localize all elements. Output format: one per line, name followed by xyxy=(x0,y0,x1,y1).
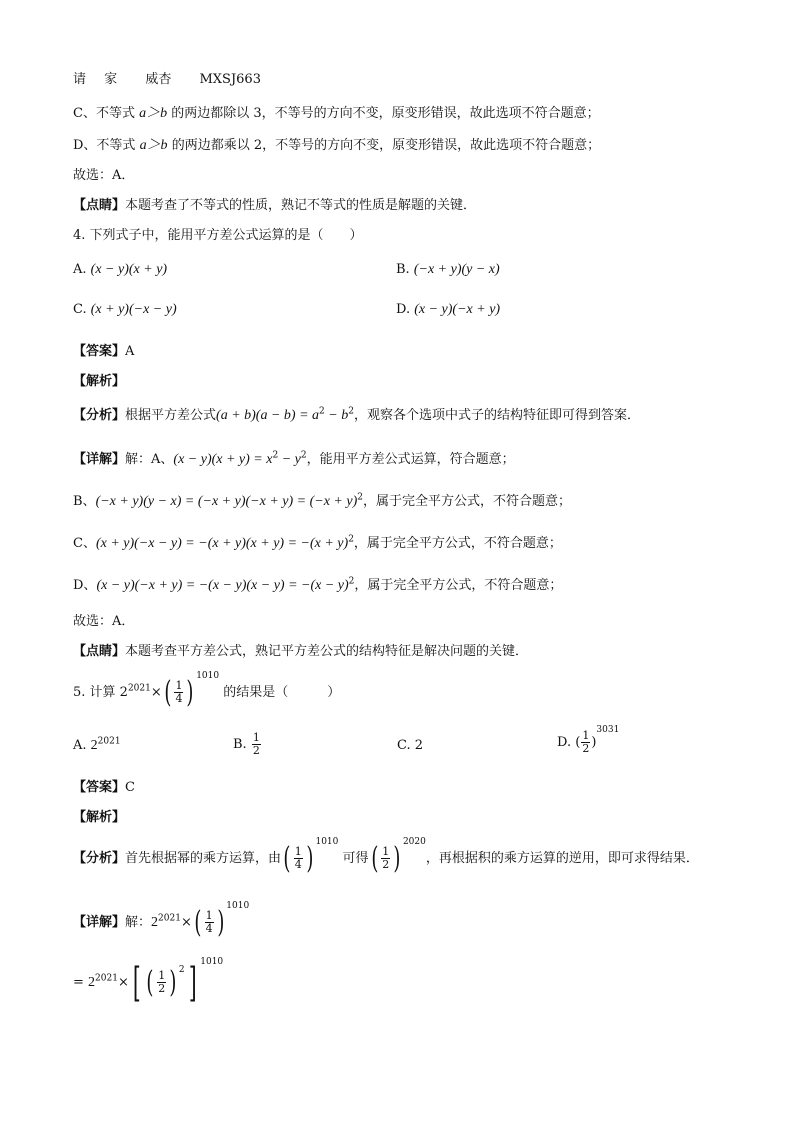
q5-option-d: D. ( $\frac{1}{2}$ )$^{3031}$ xyxy=(557,725,620,755)
q5-option-c: C. 2 xyxy=(397,738,424,753)
q5-fenxi: 【分析】首先根据幂的乘方运算，由( $\frac{1}{4}$ ) $^{1010}$ 可得( $\frac{1}{2}$ ) $^{2020}$，再根据积的乘方运算的逆用，即可求得结果． xyxy=(73,837,699,876)
q5-answer: 【答案】C xyxy=(73,780,135,795)
q4-option-d: D. (x − y)(−x + y) xyxy=(396,302,501,317)
q4-option-c: C. (x + y)(−x − y) xyxy=(73,302,177,317)
header-w2: 家 xyxy=(104,72,118,87)
q5-detail-step: = $2^{2021}\times$[ ( $\frac{1}{2}$ ) $^2$] $^{1010}$ xyxy=(73,957,224,1006)
header-w1: 请 xyxy=(73,72,87,87)
q4-comment: 【点睛】本题考查平方差公式，熟记平方差公式的结构特征是解决问题的关键． xyxy=(73,644,529,659)
header-code: MXSJ663 xyxy=(199,72,261,87)
q4-analysis-tag: 【解析】 xyxy=(73,374,126,389)
q5-detail: 【详解】解：$2^{2021}\times$( $\frac{1}{4}$ ) $^{1010}$ xyxy=(73,901,250,940)
q5-option-a: A. $2^{2021}$ xyxy=(73,736,121,753)
q3-option-d-explanation: D、不等式 a＞b 的两边都乘以 2，不等号的方向不变，原变形错误，故此选项不符合题意； xyxy=(73,138,601,153)
q4-detail-a: 【详解】解：A、$(x - y)(x + y) = x^2 - y^2$，能用平方差公式运算，符合题意； xyxy=(73,450,515,467)
header-w3: 威杏 xyxy=(145,72,172,87)
header-line xyxy=(73,68,261,87)
q4-answer: 【答案】A xyxy=(73,344,135,359)
q5-stem: 5. 计算 $2^{2021}\times$( $\frac{1}{4}$ ) $^{1010}$ 的结果是（ ） xyxy=(73,671,341,710)
q5-analysis-tag: 【解析】 xyxy=(73,810,126,825)
q4-detail-b: B、$(-x + y)(y - x) = (-x + y)(-x + y) = (-x + y)^2$，属于完全平方公式，不符合题意； xyxy=(73,492,571,509)
q4-choose: 故选：A． xyxy=(73,614,135,629)
q3-choose: 故选：A． xyxy=(73,168,135,183)
q4-detail-c: C、$(x + y)(-x - y) = -(x + y)(x + y) = -(x + y)^2$，属于完全平方公式，不符合题意； xyxy=(73,534,562,551)
q5-fraction-quarter: $\frac{1}{4}$ xyxy=(175,679,183,705)
q3-comment: 【点睛】本题考查了不等式的性质，熟记不等式的性质是解题的关键． xyxy=(73,198,477,213)
q4-detail-d: D、$(x - y)(-x + y) = -(x - y)(x - y) = -(x - y)^2$，属于完全平方公式，不符合题意； xyxy=(73,576,563,593)
q3-option-c-explanation: C、不等式 a＞b 的两边都除以 3，不等号的方向不变，原变形错误，故此选项不符合题意； xyxy=(73,106,600,121)
q5-option-b: B. $\frac{1}{2}$ xyxy=(233,731,260,757)
q4-stem: 4. 下列式子中，能用平方差公式运算的是（ ） xyxy=(73,228,363,243)
q4-option-b: B. (−x + y)(y − x) xyxy=(396,262,500,277)
q4-option-a: A. (x − y)(x + y) xyxy=(73,262,168,277)
q4-fenxi: 【分析】根据平方差公式$(a + b)(a - b) = a^2 - b^2$，观察各个选项中式子的结构特征即可得到答案． xyxy=(73,406,640,423)
